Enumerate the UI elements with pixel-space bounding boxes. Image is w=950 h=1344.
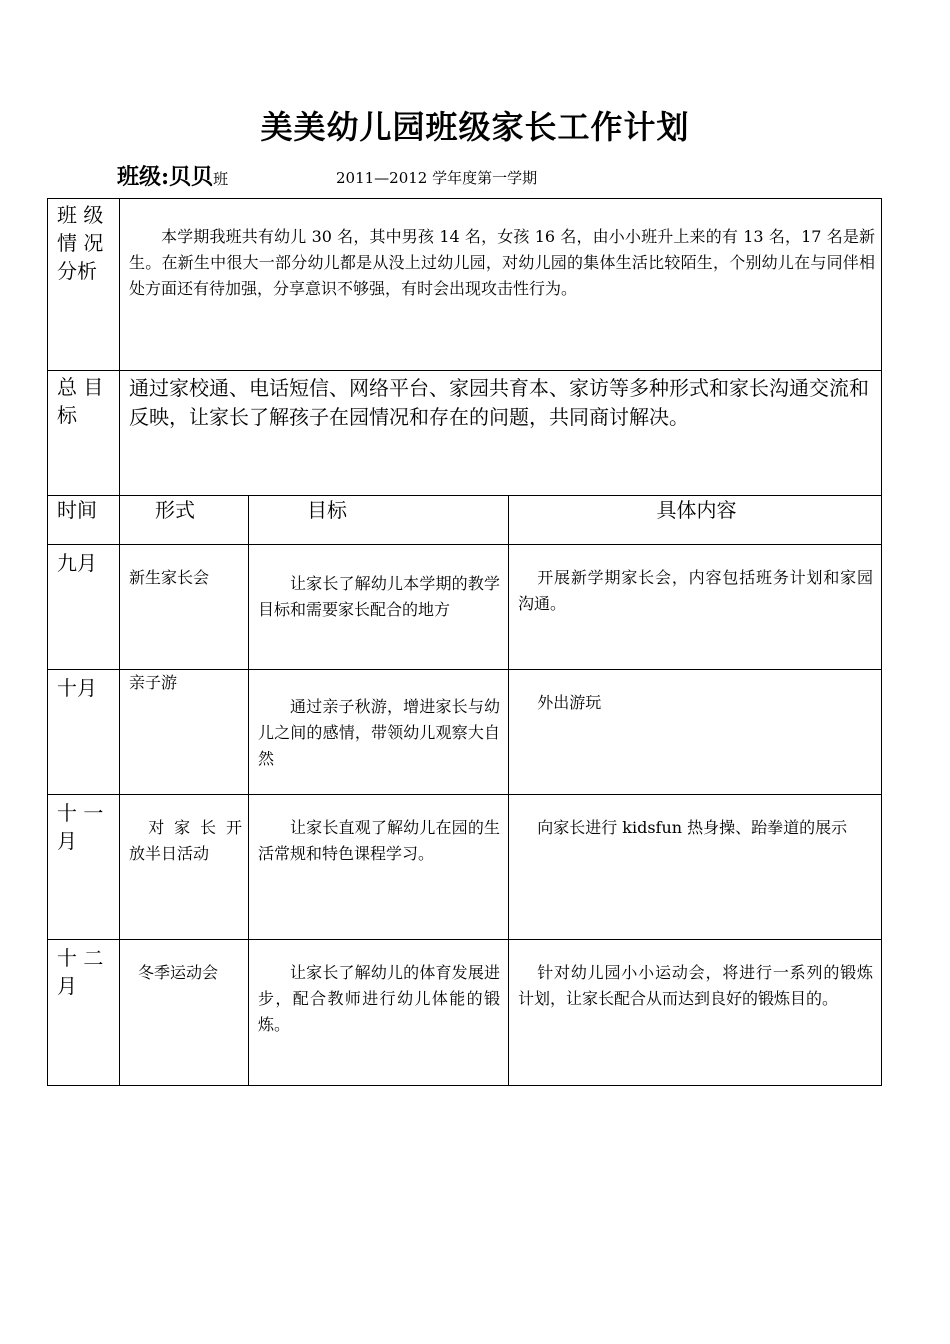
- page-title: 美美幼儿园班级家长工作计划: [260, 108, 690, 146]
- class-info-line: [117, 160, 538, 191]
- form-cell: 冬季运动会: [120, 940, 249, 1086]
- class-suffix: 班: [213, 170, 229, 188]
- form-cell: 亲子游: [120, 670, 249, 795]
- month-cell: 九月: [48, 545, 120, 670]
- content-cell: 向家长进行 kidsfun 热身操、跆拳道的展示: [509, 795, 882, 940]
- content-cell: 外出游玩: [509, 670, 882, 795]
- table-row: [48, 670, 882, 795]
- content-cell: 针对幼儿园小小运动会，将进行一系列的锻炼计划，让家长配合从而达到良好的锻炼目的。: [509, 940, 882, 1086]
- goal-cell: 让家长了解幼儿本学期的教学目标和需要家长配合的地方: [249, 545, 509, 670]
- overall-goal-row: [48, 371, 882, 496]
- content-cell: 开展新学期家长会，内容包括班务计划和家园沟通。: [509, 545, 882, 670]
- term-label: 2011—2012 学年度第一学期: [336, 169, 538, 187]
- goal-cell: 通过亲子秋游，增进家长与幼儿之间的感情，带领幼儿观察大自然: [249, 670, 509, 795]
- goal-cell: 让家长了解幼儿的体育发展进步，配合教师进行幼儿体能的锻炼。: [249, 940, 509, 1086]
- table-row: [48, 545, 882, 670]
- header-goal: 目标: [249, 496, 509, 545]
- header-form: 形式: [120, 496, 249, 545]
- overall-goal-text: 通过家校通、电话短信、网络平台、家园共育本、家访等多种形式和家长沟通交流和反映，让家长了解孩子在园情况和存在的问题，共同商讨解决。: [120, 371, 882, 496]
- overall-goal-label: 总 目 标: [48, 371, 120, 496]
- analysis-row: [48, 199, 882, 371]
- class-label: 班级:贝贝: [117, 164, 214, 190]
- analysis-label: 班 级 情 况 分析: [48, 199, 120, 371]
- goal-cell: 让家长直观了解幼儿在园的生活常规和特色课程学习。: [249, 795, 509, 940]
- plan-table: [47, 198, 882, 1086]
- month-cell: 十 一 月: [48, 795, 120, 940]
- header-row: [48, 496, 882, 545]
- analysis-text: 本学期我班共有幼儿 30 名，其中男孩 14 名，女孩 16 名，由小小班升上来的有 13 名，17 名是新生。在新生中很大一部分幼儿都是从没上过幼儿园，对幼儿园的集体生活比较陌生，个别幼儿在与同伴相处方面还有待加强，分享意识不够强，有时会出现攻击性行为。: [120, 199, 882, 371]
- month-cell: 十月: [48, 670, 120, 795]
- month-cell: 十 二 月: [48, 940, 120, 1086]
- header-time: 时间: [48, 496, 120, 545]
- form-cell: 新生家长会: [120, 545, 249, 670]
- form-cell: 对 家 长 开放半日活动: [120, 795, 249, 940]
- table-row: [48, 940, 882, 1086]
- table-row: [48, 795, 882, 940]
- header-content: 具体内容: [509, 496, 882, 545]
